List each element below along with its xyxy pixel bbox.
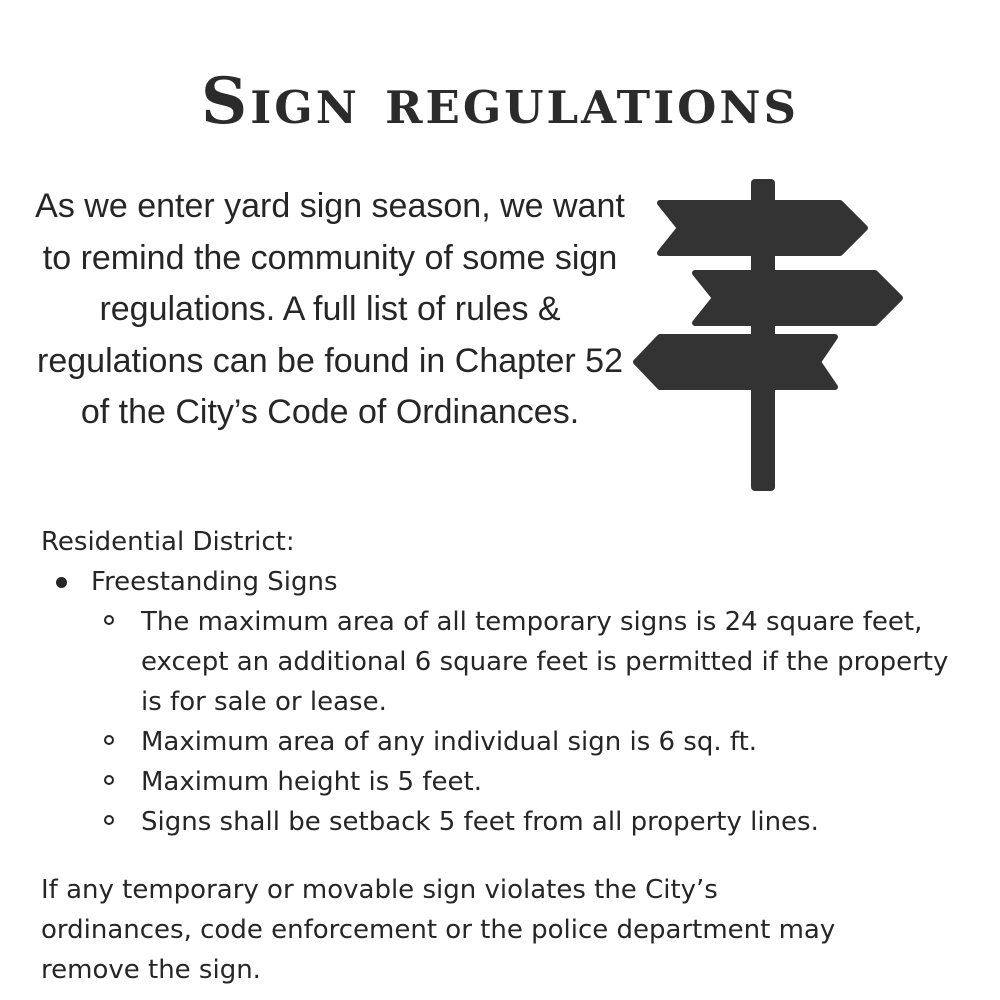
closing-paragraph: If any temporary or movable sign violates the City’s ordinances, code enforcement or the police department may remove the sign. [41,875,836,985]
list-item [141,762,971,802]
list-item-text: Maximum area of any individual sign is 6 sq. ft. [141,727,758,757]
list-item [141,802,971,842]
signpost-icon [630,175,910,495]
bullet-dot [56,577,67,588]
bullet-ring [104,775,114,785]
bullet-ring [104,735,114,745]
bullet-ring [104,815,114,825]
bullet-ring [104,615,114,625]
list-item-text: The maximum area of all temporary signs is 24 square feet, except an additional 6 square feet is permitted if the property is for sale or lease. [141,607,949,717]
list-item [141,602,971,722]
page-title: Sign regulations [201,64,799,139]
section-heading: Residential District: [41,527,295,557]
list-item-text: Maximum height is 5 feet. [141,767,482,797]
list-item [141,722,971,762]
list-item-freestanding-signs: Freestanding Signs [91,567,338,597]
intro-paragraph: As we enter yard sign season, we want to remind the community of some sign regulations. A full list of rules & regulations can be found in Chapter 52 of the City’s Code of Ordinances. [35,187,625,431]
list-item-text: Signs shall be setback 5 feet from all property lines. [141,807,819,837]
sub-list [141,602,971,842]
